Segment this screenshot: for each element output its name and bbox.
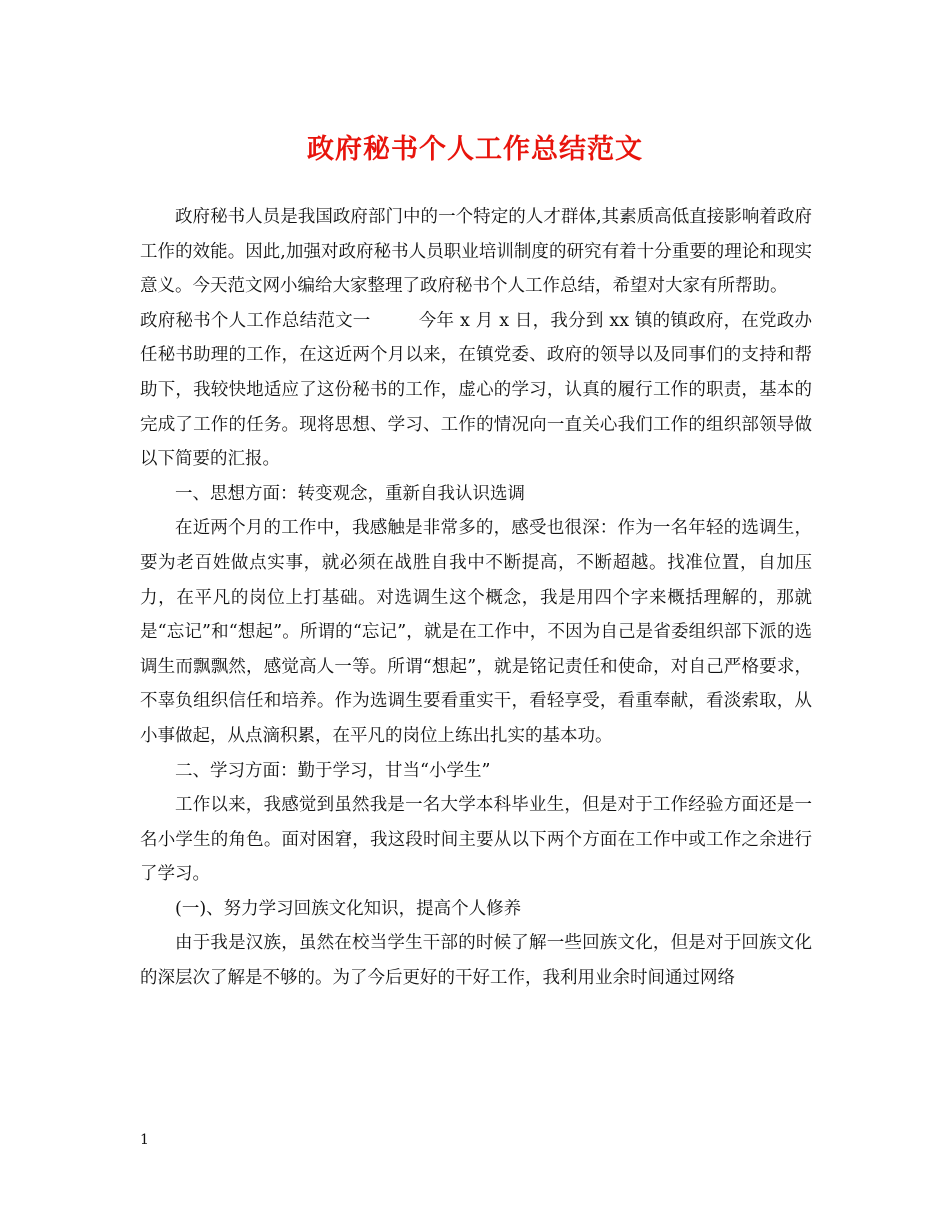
document-body: [140, 200, 812, 996]
document-title: 政府秘书个人工作总结范文: [307, 134, 643, 165]
thought-paragraph: 在近两个月的工作中，我感触是非常多的，感受也很深：作为一名年轻的选调生，要为老百姓做点实事，就必须在战胜自我中不断提高，不断超越。找准位置，自加压力，在平凡的岗位上打基础。对选调生这个概念，我是用四个字来概括理解的，那就是“忘记”和“想起”。所谓的“忘记”，就是在工作中，不因为自己是省委组织部下派的选调生而飘飘然，感觉高人一等。所谓“想起”，就是铭记责任和使命，对自己严格要求，不辜负组织信任和培养。作为选调生要看重实干，看轻享受，看重奉献，看淡索取，从小事做起，从点滴积累，在平凡的岗位上练出扎实的基本功。: [140, 518, 812, 746]
heading-study: 二、学习方面：勤于学习，甘当“小学生”: [175, 760, 491, 781]
subheading-hui-culture: (一)、努力学习回族文化知识，提高个人修养: [175, 898, 522, 919]
section-one-text: 今年 x 月 x 日，我分到 xx 镇的镇政府，在党政办任秘书助理的工作，在这近两个月以来，在镇党委、政府的领导以及同事们的支持和帮助下，我较快地适应了这份秘书的工作，虚心的学习，认真的履行工作的职责，基本的完成了工作的任务。现将思想、学习、工作的情况向一直关心我们工作的组织部领导做以下简要的汇报。: [140, 310, 813, 470]
study-paragraph: 工作以来，我感觉到虽然我是一名大学本科毕业生，但是对于工作经验方面还是一名小学生的角色。面对困窘，我这段时间主要从以下两个方面在工作中或工作之余进行了学习。: [140, 795, 812, 885]
heading-thought: 一、思想方面：转变观念，重新自我认识选调: [175, 483, 525, 504]
section-one-paragraph: [140, 304, 812, 477]
intro-paragraph: 政府秘书人员是我国政府部门中的一个特定的人才群体,其素质高低直接影响着政府工作的效能。因此,加强对政府秘书人员职业培训制度的研究有着十分重要的理论和现实意义。今天范文网小编给大家整理了政府秘书个人工作总结，希望对大家有所帮助。: [140, 207, 812, 297]
hui-culture-paragraph: 由于我是汉族，虽然在校当学生干部的时候了解一些回族文化，但是对于回族文化的深层次了解是不够的。为了今后更好的干好工作，我利用业余时间通过网络: [140, 933, 812, 989]
page-number: 1: [140, 1132, 149, 1148]
section-one-label: 政府秘书个人工作总结范文一: [140, 310, 371, 331]
